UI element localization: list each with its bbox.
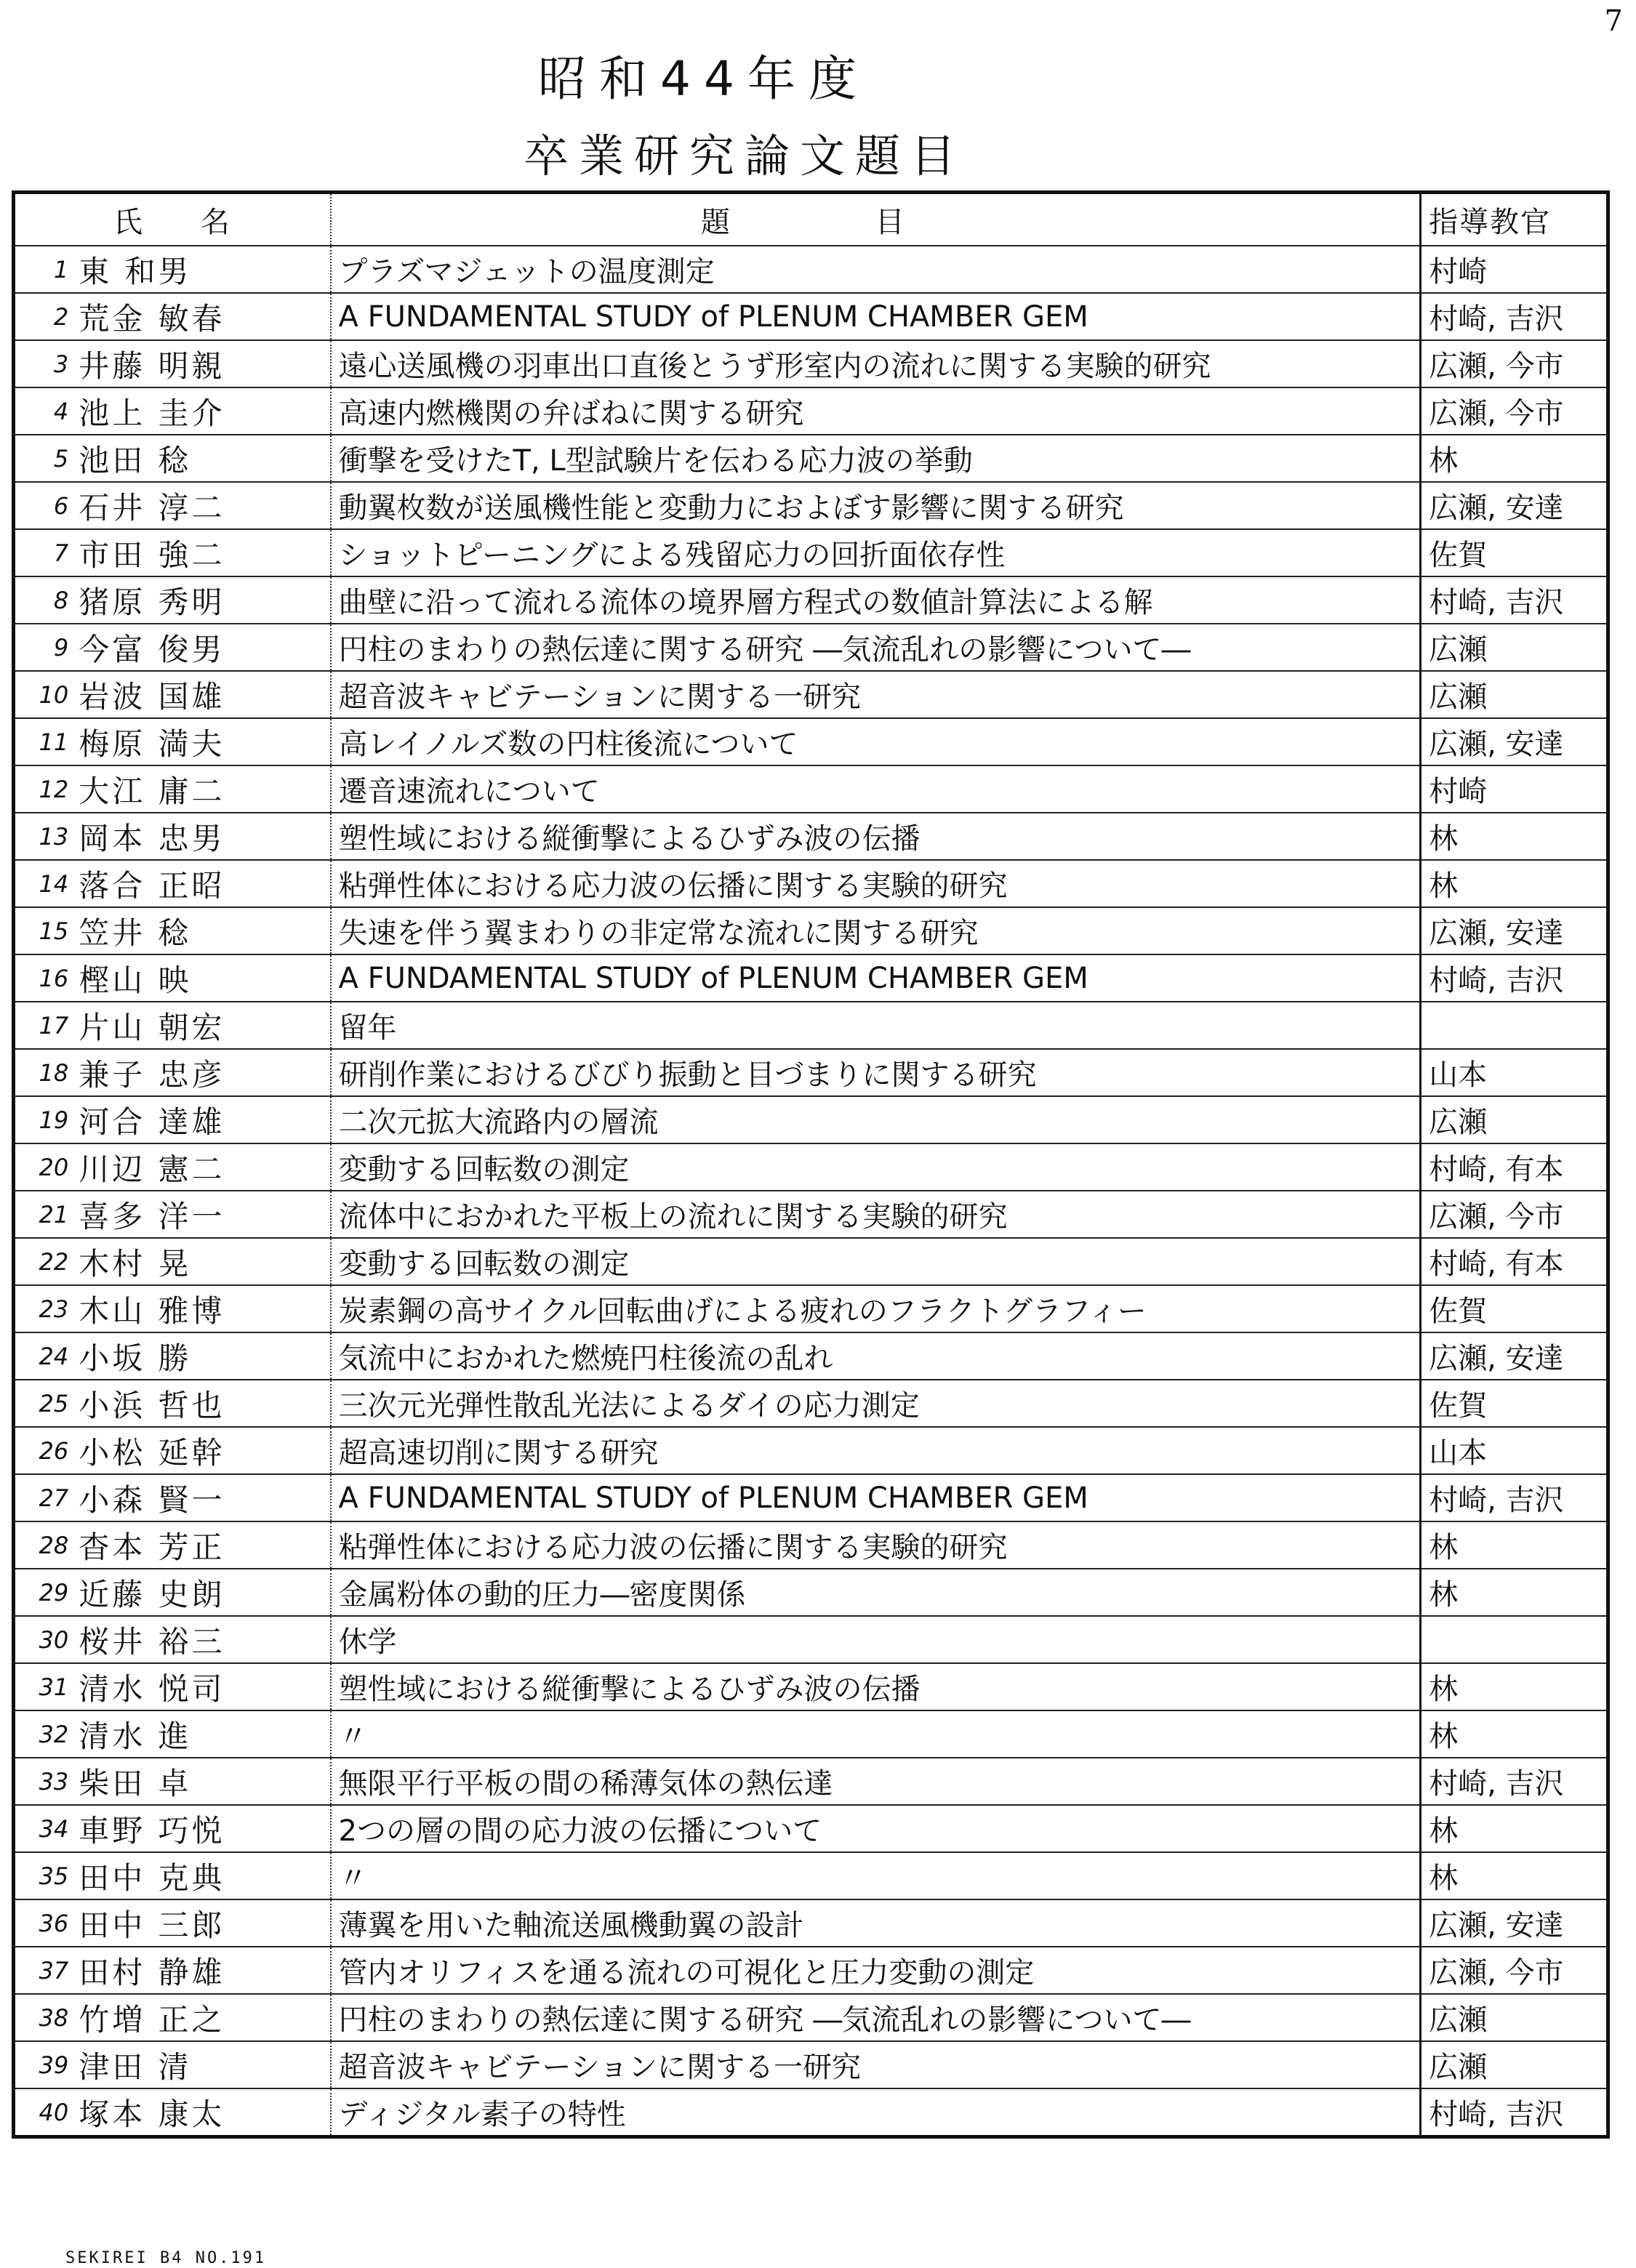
thesis-title: 塑性域における縦衝撃によるひずみ波の伝播: [331, 813, 1421, 860]
student-name: 柴田 卓: [71, 1758, 330, 1805]
advisor-name: 村崎, 吉沢: [1421, 2088, 1608, 2137]
thesis-title: 粘弾性体における応力波の伝播に関する実験的研究: [331, 860, 1421, 907]
student-name: 猪原 秀明: [71, 576, 330, 624]
advisor-name: 広瀬, 安達: [1421, 482, 1608, 529]
row-number: 10: [14, 671, 72, 718]
table-row: [14, 954, 1608, 1002]
advisor-name: 広瀬, 安達: [1421, 718, 1608, 765]
header-name: 氏名: [71, 193, 330, 246]
student-name: 池上 圭介: [71, 387, 330, 435]
table-row: [14, 907, 1608, 954]
table-row: [14, 340, 1608, 387]
advisor-name: 村崎, 吉沢: [1421, 293, 1608, 340]
thesis-title: 休学: [331, 1616, 1421, 1663]
advisor-name: 山本: [1421, 1427, 1608, 1474]
advisor-name: 広瀬, 安達: [1421, 1899, 1608, 1947]
advisor-name: 広瀬: [1421, 1994, 1608, 2041]
student-name: 田中 三郎: [71, 1899, 330, 1947]
row-number: 29: [14, 1569, 72, 1616]
row-number: 18: [14, 1049, 72, 1096]
thesis-title: 粘弾性体における応力波の伝播に関する実験的研究: [331, 1521, 1421, 1569]
table-body: [14, 246, 1608, 2137]
student-name: 木村 晃: [71, 1238, 330, 1285]
student-name: 今富 俊男: [71, 624, 330, 671]
table-row: [14, 1380, 1608, 1427]
table-row: [14, 576, 1608, 624]
row-number: 6: [14, 482, 72, 529]
advisor-name: 広瀬, 安達: [1421, 1332, 1608, 1380]
page-number: 7: [1604, 4, 1623, 38]
table-row: [14, 1852, 1608, 1899]
thesis-title: 超音波キャビテーションに関する一研究: [331, 671, 1421, 718]
row-number: 11: [14, 718, 72, 765]
advisor-name: 林: [1421, 1710, 1608, 1758]
table-row: [14, 435, 1608, 482]
thesis-title: 失速を伴う翼まわりの非定常な流れに関する研究: [331, 907, 1421, 954]
row-number: 30: [14, 1616, 72, 1663]
row-number: 24: [14, 1332, 72, 1380]
thesis-title: 曲壁に沿って流れる流体の境界層方程式の数値計算法による解: [331, 576, 1421, 624]
thesis-title: 動翼枚数が送風機性能と変動力におよぼす影響に関する研究: [331, 482, 1421, 529]
table-row: [14, 1899, 1608, 1947]
table-row: [14, 1758, 1608, 1805]
table-row: [14, 482, 1608, 529]
thesis-title: 〃: [331, 1852, 1421, 1899]
document-title: 卒業研究論文題目: [524, 120, 1149, 194]
table-row: [14, 1332, 1608, 1380]
advisor-name: 佐賀: [1421, 1380, 1608, 1427]
advisor-name: 広瀬: [1421, 2041, 1608, 2088]
student-name: 小松 延幹: [71, 1427, 330, 1474]
row-number: 9: [14, 624, 72, 671]
advisor-name: 村崎, 有本: [1421, 1143, 1608, 1191]
row-number: 32: [14, 1710, 72, 1758]
row-number: 14: [14, 860, 72, 907]
student-name: 田中 克典: [71, 1852, 330, 1899]
thesis-title: 円柱のまわりの熱伝達に関する研究 ―気流乱れの影響について―: [331, 1994, 1421, 2041]
thesis-title: A FUNDAMENTAL STUDY of PLENUM CHAMBER GEM: [331, 1474, 1421, 1521]
row-number: 17: [14, 1002, 72, 1049]
row-number: 8: [14, 576, 72, 624]
student-name: 車野 巧悦: [71, 1805, 330, 1852]
table-row: [14, 718, 1608, 765]
advisor-name: 広瀬, 今市: [1421, 1191, 1608, 1238]
row-number: 34: [14, 1805, 72, 1852]
student-name: 河合 達雄: [71, 1096, 330, 1143]
row-number: 19: [14, 1096, 72, 1143]
table-row: [14, 1805, 1608, 1852]
row-number: 27: [14, 1474, 72, 1521]
table-row: [14, 387, 1608, 435]
row-number: 4: [14, 387, 72, 435]
thesis-title: A FUNDAMENTAL STUDY of PLENUM CHAMBER GEM: [331, 954, 1421, 1002]
student-name: 桜井 裕三: [71, 1616, 330, 1663]
row-number: 25: [14, 1380, 72, 1427]
table-row: [14, 1285, 1608, 1332]
row-number: 31: [14, 1663, 72, 1710]
advisor-name: 林: [1421, 1805, 1608, 1852]
advisor-name: [1421, 1002, 1608, 1049]
advisor-name: 林: [1421, 435, 1608, 482]
student-name: 杳本 芳正: [71, 1521, 330, 1569]
thesis-title: 研削作業におけるびびり振動と目づまりに関する研究: [331, 1049, 1421, 1096]
thesis-title: 気流中におかれた燃焼円柱後流の乱れ: [331, 1332, 1421, 1380]
student-name: 小森 賢一: [71, 1474, 330, 1521]
row-number: 20: [14, 1143, 72, 1191]
advisor-name: 広瀬, 安達: [1421, 907, 1608, 954]
thesis-title: 遠心送風機の羽車出口直後とうず形室内の流れに関する実験的研究: [331, 340, 1421, 387]
thesis-table: [12, 190, 1610, 2139]
thesis-title: 薄翼を用いた軸流送風機動翼の設計: [331, 1899, 1421, 1947]
thesis-title: 変動する回転数の測定: [331, 1143, 1421, 1191]
student-name: 梅原 満夫: [71, 718, 330, 765]
student-name: 井藤 明親: [71, 340, 330, 387]
advisor-name: 山本: [1421, 1049, 1608, 1096]
advisor-name: 林: [1421, 1569, 1608, 1616]
student-name: 小坂 勝: [71, 1332, 330, 1380]
table-header-row: [14, 193, 1608, 246]
row-number: 37: [14, 1947, 72, 1994]
table-row: [14, 1521, 1608, 1569]
thesis-title: プラズマジェットの温度測定: [331, 246, 1421, 293]
student-name: 兼子 忠彦: [71, 1049, 330, 1096]
student-name: 清水 悦司: [71, 1663, 330, 1710]
advisor-name: 村崎: [1421, 765, 1608, 813]
table-row: [14, 246, 1608, 293]
student-name: 大江 庸二: [71, 765, 330, 813]
header-advisor: 指導教官: [1421, 193, 1608, 246]
thesis-title: 超音波キャビテーションに関する一研究: [331, 2041, 1421, 2088]
advisor-name: 村崎, 吉沢: [1421, 1758, 1608, 1805]
table-row: [14, 1002, 1608, 1049]
table-row: [14, 2041, 1608, 2088]
advisor-name: 広瀬: [1421, 671, 1608, 718]
row-number: 36: [14, 1899, 72, 1947]
advisor-name: 広瀬: [1421, 1096, 1608, 1143]
row-number: 5: [14, 435, 72, 482]
advisor-name: 林: [1421, 813, 1608, 860]
table-row: [14, 860, 1608, 907]
advisor-name: 広瀬, 今市: [1421, 340, 1608, 387]
table-row: [14, 1191, 1608, 1238]
table-row: [14, 671, 1608, 718]
advisor-name: 村崎, 吉沢: [1421, 1474, 1608, 1521]
row-number: 1: [14, 246, 72, 293]
thesis-title: 高速内燃機関の弁ばねに関する研究: [331, 387, 1421, 435]
table-row: [14, 1994, 1608, 2041]
row-number: 3: [14, 340, 72, 387]
table-row: [14, 1474, 1608, 1521]
student-name: 樫山 映: [71, 954, 330, 1002]
student-name: 市田 強二: [71, 529, 330, 576]
row-number: 16: [14, 954, 72, 1002]
row-number: 33: [14, 1758, 72, 1805]
thesis-title: 金属粉体の動的圧力―密度関係: [331, 1569, 1421, 1616]
paper-brand-footer: SEKIREI B4 NO.191: [65, 2249, 267, 2267]
student-name: 荒金 敏春: [71, 293, 330, 340]
thesis-title: 管内オリフィスを通る流れの可視化と圧力変動の測定: [331, 1947, 1421, 1994]
student-name: 木山 雅博: [71, 1285, 330, 1332]
thesis-title: ショットピーニングによる残留応力の回折面依存性: [331, 529, 1421, 576]
student-name: 川辺 憲二: [71, 1143, 330, 1191]
student-name: 東 和男: [71, 246, 330, 293]
student-name: 石井 淳二: [71, 482, 330, 529]
row-number: 21: [14, 1191, 72, 1238]
student-name: 清水 進: [71, 1710, 330, 1758]
thesis-title: 流体中におかれた平板上の流れに関する実験的研究: [331, 1191, 1421, 1238]
document-year-title: 昭和44年度: [538, 51, 870, 107]
thesis-title: 三次元光弾性散乱光法によるダイの応力測定: [331, 1380, 1421, 1427]
student-name: 小浜 哲也: [71, 1380, 330, 1427]
student-name: 岩波 国雄: [71, 671, 330, 718]
header-title: 題目: [331, 193, 1421, 246]
table-row: [14, 1947, 1608, 1994]
student-name: 笠井 稔: [71, 907, 330, 954]
table-row: [14, 813, 1608, 860]
row-number: 13: [14, 813, 72, 860]
thesis-title: 無限平行平板の間の稀薄気体の熱伝達: [331, 1758, 1421, 1805]
table-row: [14, 2088, 1608, 2137]
student-name: 竹増 正之: [71, 1994, 330, 2041]
row-number: 23: [14, 1285, 72, 1332]
thesis-title: 二次元拡大流路内の層流: [331, 1096, 1421, 1143]
thesis-title: 衝撃を受けたT, L型試験片を伝わる応力波の挙動: [331, 435, 1421, 482]
student-name: 塚本 康太: [71, 2088, 330, 2137]
advisor-name: 広瀬, 今市: [1421, 1947, 1608, 1994]
table-row: [14, 1710, 1608, 1758]
row-number: 2: [14, 293, 72, 340]
student-name: 片山 朝宏: [71, 1002, 330, 1049]
table-row: [14, 1143, 1608, 1191]
advisor-name: 佐賀: [1421, 1285, 1608, 1332]
table-row: [14, 1616, 1608, 1663]
advisor-name: 林: [1421, 1521, 1608, 1569]
advisor-name: [1421, 1616, 1608, 1663]
thesis-title: 留年: [331, 1002, 1421, 1049]
row-number: 28: [14, 1521, 72, 1569]
thesis-title: 遷音速流れについて: [331, 765, 1421, 813]
advisor-name: 村崎: [1421, 246, 1608, 293]
student-name: 田村 静雄: [71, 1947, 330, 1994]
row-number: 15: [14, 907, 72, 954]
advisor-name: 村崎, 吉沢: [1421, 576, 1608, 624]
advisor-name: 村崎, 有本: [1421, 1238, 1608, 1285]
thesis-title: 超高速切削に関する研究: [331, 1427, 1421, 1474]
advisor-name: 林: [1421, 1663, 1608, 1710]
row-number: 7: [14, 529, 72, 576]
thesis-title: 円柱のまわりの熱伝達に関する研究 ―気流乱れの影響について―: [331, 624, 1421, 671]
student-name: 津田 清: [71, 2041, 330, 2088]
thesis-title: A FUNDAMENTAL STUDY of PLENUM CHAMBER GEM: [331, 293, 1421, 340]
table-row: [14, 293, 1608, 340]
thesis-title: 2つの層の間の応力波の伝播について: [331, 1805, 1421, 1852]
row-number: 39: [14, 2041, 72, 2088]
row-number: 35: [14, 1852, 72, 1899]
student-name: 落合 正昭: [71, 860, 330, 907]
thesis-title: 高レイノルズ数の円柱後流について: [331, 718, 1421, 765]
advisor-name: 広瀬, 今市: [1421, 387, 1608, 435]
table-row: [14, 624, 1608, 671]
table-row: [14, 1096, 1608, 1143]
row-number: 12: [14, 765, 72, 813]
student-name: 岡本 忠男: [71, 813, 330, 860]
table-row: [14, 1238, 1608, 1285]
header-number: [14, 193, 72, 246]
row-number: 40: [14, 2088, 72, 2137]
student-name: 喜多 洋一: [71, 1191, 330, 1238]
table-row: [14, 529, 1608, 576]
thesis-title: 炭素鋼の高サイクル回転曲げによる疲れのフラクトグラフィー: [331, 1285, 1421, 1332]
thesis-title: 変動する回転数の測定: [331, 1238, 1421, 1285]
advisor-name: 林: [1421, 1852, 1608, 1899]
table-row: [14, 1427, 1608, 1474]
advisor-name: 広瀬: [1421, 624, 1608, 671]
table-row: [14, 765, 1608, 813]
table-row: [14, 1049, 1608, 1096]
table-row: [14, 1663, 1608, 1710]
table-row: [14, 1569, 1608, 1616]
thesis-title: 塑性域における縦衝撃によるひずみ波の伝播: [331, 1663, 1421, 1710]
row-number: 26: [14, 1427, 72, 1474]
thesis-title: ディジタル素子の特性: [331, 2088, 1421, 2137]
student-name: 池田 稔: [71, 435, 330, 482]
row-number: 38: [14, 1994, 72, 2041]
advisor-name: 林: [1421, 860, 1608, 907]
thesis-title: 〃: [331, 1710, 1421, 1758]
advisor-name: 村崎, 吉沢: [1421, 954, 1608, 1002]
advisor-name: 佐賀: [1421, 529, 1608, 576]
student-name: 近藤 史朗: [71, 1569, 330, 1616]
row-number: 22: [14, 1238, 72, 1285]
